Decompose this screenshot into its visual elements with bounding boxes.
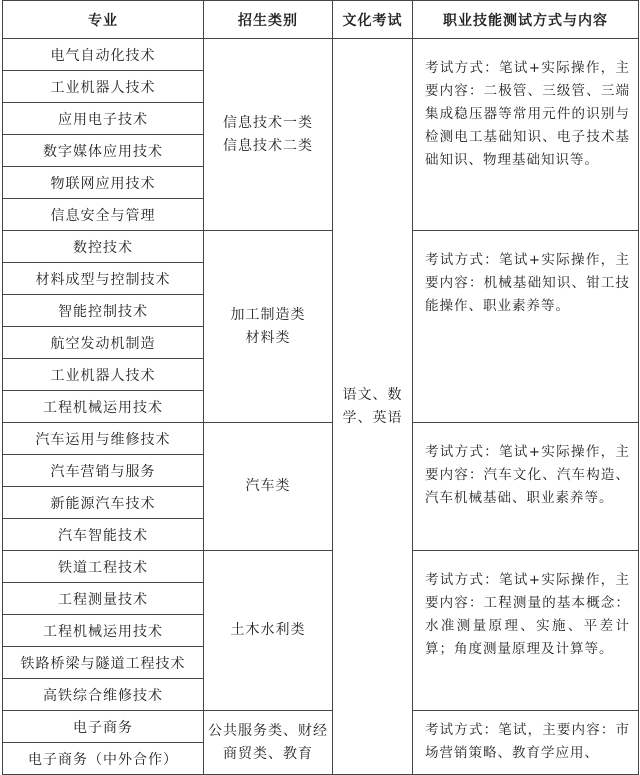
major-cell: 数控技术 <box>3 231 204 263</box>
header-skill-test: 职业技能测试方式与内容 <box>413 1 639 39</box>
major-cell: 汽车运用与维修技术 <box>3 423 204 455</box>
category-cell: 公共服务类、财经商贸类、教育 <box>204 711 333 775</box>
major-cell: 工业机器人技术 <box>3 359 204 391</box>
admission-table <box>2 0 639 775</box>
table-row <box>3 551 639 583</box>
major-cell: 航空发动机制造 <box>3 327 204 359</box>
major-cell: 工程机械运用技术 <box>3 615 204 647</box>
category-cell: 土木水利类 <box>204 551 333 711</box>
major-cell: 铁路桥梁与隧道工程技术 <box>3 647 204 679</box>
category-cell: 加工制造类 材料类 <box>204 231 333 423</box>
major-cell: 信息安全与管理 <box>3 199 204 231</box>
table-row <box>3 231 639 263</box>
major-cell: 汽车营销与服务 <box>3 455 204 487</box>
header-row <box>3 1 639 39</box>
skill-test-cell: 考试方式：笔试+实际操作，主要内容：工程测量的基本概念：水准测量原理、实施、平差计算；角度测量原理及计算等。 <box>413 551 639 711</box>
major-cell: 应用电子技术 <box>3 103 204 135</box>
major-cell: 高铁综合维修技术 <box>3 679 204 711</box>
major-cell: 材料成型与控制技术 <box>3 263 204 295</box>
skill-test-cell: 考试方式：笔试+实际操作，主要内容：汽车文化、汽车构造、汽车机械基础、职业素养等。 <box>413 423 639 551</box>
major-cell: 铁道工程技术 <box>3 551 204 583</box>
table-row <box>3 711 639 743</box>
skill-test-cell: 考试方式：笔试+实际操作，主要内容：机械基础知识、钳工技能操作、职业素养等。 <box>413 231 639 423</box>
skill-test-cell: 考试方式：笔试，主要内容：市场营销策略、教育学应用、 <box>413 711 639 775</box>
major-cell: 电子商务 <box>3 711 204 743</box>
major-cell: 智能控制技术 <box>3 295 204 327</box>
category-cell: 信息技术一类 信息技术二类 <box>204 39 333 231</box>
table-body <box>3 39 639 775</box>
major-cell: 电子商务（中外合作） <box>3 743 204 775</box>
major-cell: 电气自动化技术 <box>3 39 204 71</box>
major-cell: 汽车智能技术 <box>3 519 204 551</box>
header-major: 专业 <box>3 1 204 39</box>
culture-exam-cell: 语文、数学、英语 <box>333 39 413 775</box>
category-cell: 汽车类 <box>204 423 333 551</box>
table-row <box>3 39 639 71</box>
major-cell: 工程测量技术 <box>3 583 204 615</box>
major-cell: 工程机械运用技术 <box>3 391 204 423</box>
major-cell: 工业机器人技术 <box>3 71 204 103</box>
skill-test-cell: 考试方式：笔试+实际操作，主要内容：二极管、三级管、三端集成稳压器等常用元件的识别与检测电工基础知识、电子技术基础知识、物理基础知识等。 <box>413 39 639 231</box>
table-row <box>3 423 639 455</box>
major-cell: 数字媒体应用技术 <box>3 135 204 167</box>
header-category: 招生类别 <box>204 1 333 39</box>
major-cell: 物联网应用技术 <box>3 167 204 199</box>
header-culture-exam: 文化考试 <box>333 1 413 39</box>
major-cell: 新能源汽车技术 <box>3 487 204 519</box>
